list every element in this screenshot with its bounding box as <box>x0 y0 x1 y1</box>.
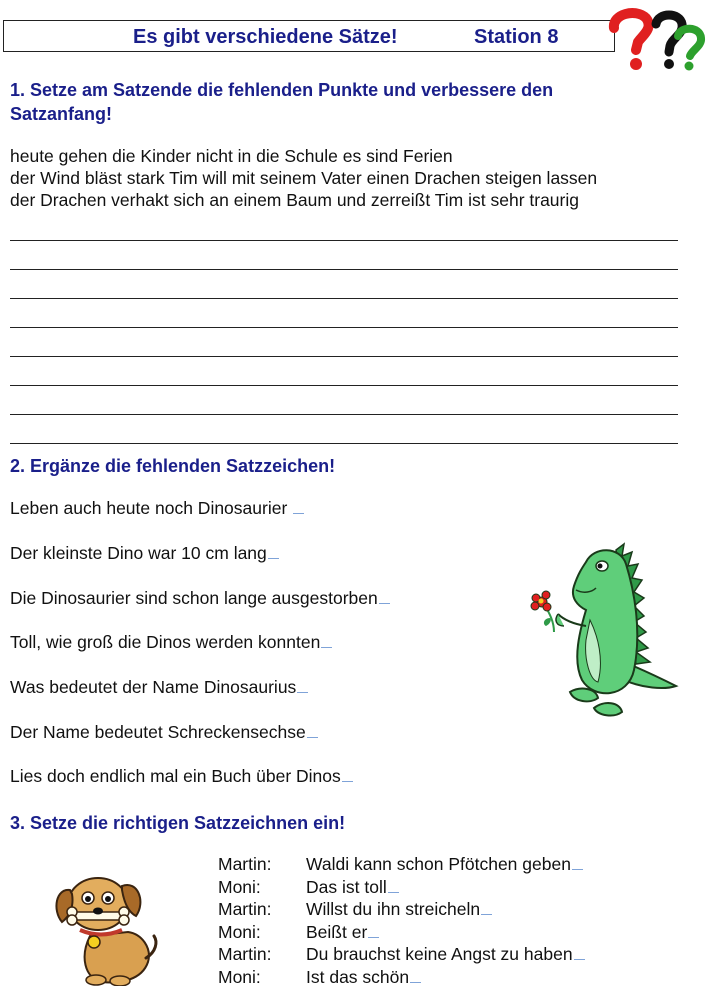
task2-sentence: Lies doch endlich mal ein Buch über Dinos <box>10 766 353 787</box>
punctuation-blank[interactable] <box>268 543 279 559</box>
task1-heading <box>10 78 553 126</box>
speaker-name: Martin: <box>218 899 272 919</box>
task1-line: der Wind bläst stark Tim will mit seinem Vater einen Drachen steigen lassen <box>10 168 598 188</box>
page-title: Es gibt verschiedene Sätze! <box>133 26 398 48</box>
task2-sentence: Toll, wie groß die Dinos werden konnten <box>10 632 332 653</box>
task1-line: heute gehen die Kinder nicht in die Schule es sind Ferien <box>10 146 453 166</box>
writing-line[interactable] <box>10 269 678 270</box>
punctuation-blank[interactable] <box>342 766 353 782</box>
writing-line[interactable] <box>10 240 678 241</box>
writing-line[interactable] <box>10 298 678 299</box>
task2-sentence: Leben auch heute noch Dinosaurier <box>10 498 304 519</box>
punctuation-blank[interactable] <box>574 944 585 960</box>
dialogue-line: Das ist toll <box>306 876 399 899</box>
question-marks-icon <box>606 6 708 74</box>
punctuation-blank[interactable] <box>293 498 304 514</box>
task1-text <box>10 145 597 211</box>
task2-sentence: Was bedeutet der Name Dinosaurius <box>10 677 308 698</box>
dialogue-line: Waldi kann schon Pfötchen geben <box>306 853 583 876</box>
speaker-name: Moni: <box>218 876 261 897</box>
task2-heading: 2. Ergänze die fehlenden Satzzeichen! <box>10 456 336 476</box>
speaker-name: Moni: <box>218 921 261 942</box>
punctuation-blank[interactable] <box>481 899 492 915</box>
writing-line[interactable] <box>10 385 678 386</box>
writing-line[interactable] <box>10 443 678 444</box>
writing-line[interactable] <box>10 327 678 328</box>
punctuation-blank[interactable] <box>297 677 308 693</box>
dog-icon <box>50 866 162 986</box>
punctuation-blank[interactable] <box>379 588 390 604</box>
dialogue-line: Ist das schön <box>306 966 421 989</box>
task1-heading-line1: 1. Setze am Satzende die fehlenden Punkte und verbessere den <box>10 80 554 100</box>
task1-line: der Drachen verhakt sich an einem Baum und zerreißt Tim ist sehr traurig <box>10 190 579 210</box>
task2-sentence: Der kleinste Dino war 10 cm lang <box>10 543 279 564</box>
punctuation-blank[interactable] <box>388 877 399 893</box>
speaker-name: Moni: <box>218 966 261 987</box>
task2-sentence: Die Dinosaurier sind schon lange ausgestorben <box>10 588 390 609</box>
task1-heading-line2: Satzanfang! <box>10 104 113 124</box>
writing-line[interactable] <box>10 414 678 415</box>
dialogue-line: Du brauchst keine Angst zu haben <box>306 943 585 966</box>
punctuation-blank[interactable] <box>321 632 332 648</box>
punctuation-blank[interactable] <box>410 967 421 983</box>
speaker-name: Martin: <box>218 944 272 964</box>
dialogue-line: Beißt er <box>306 921 379 944</box>
punctuation-blank[interactable] <box>572 854 583 870</box>
dinosaur-with-flower-icon <box>524 540 684 725</box>
task2-sentence: Der Name bedeutet Schreckensechse <box>10 722 318 743</box>
station-label: Station 8 <box>474 26 559 48</box>
punctuation-blank[interactable] <box>307 722 318 738</box>
dialogue-line: Willst du ihn streicheln <box>306 898 492 921</box>
speaker-name: Martin: <box>218 854 272 874</box>
writing-line[interactable] <box>10 356 678 357</box>
punctuation-blank[interactable] <box>368 922 379 938</box>
task3-heading: 3. Setze die richtigen Satzzeichnen ein! <box>10 813 346 833</box>
